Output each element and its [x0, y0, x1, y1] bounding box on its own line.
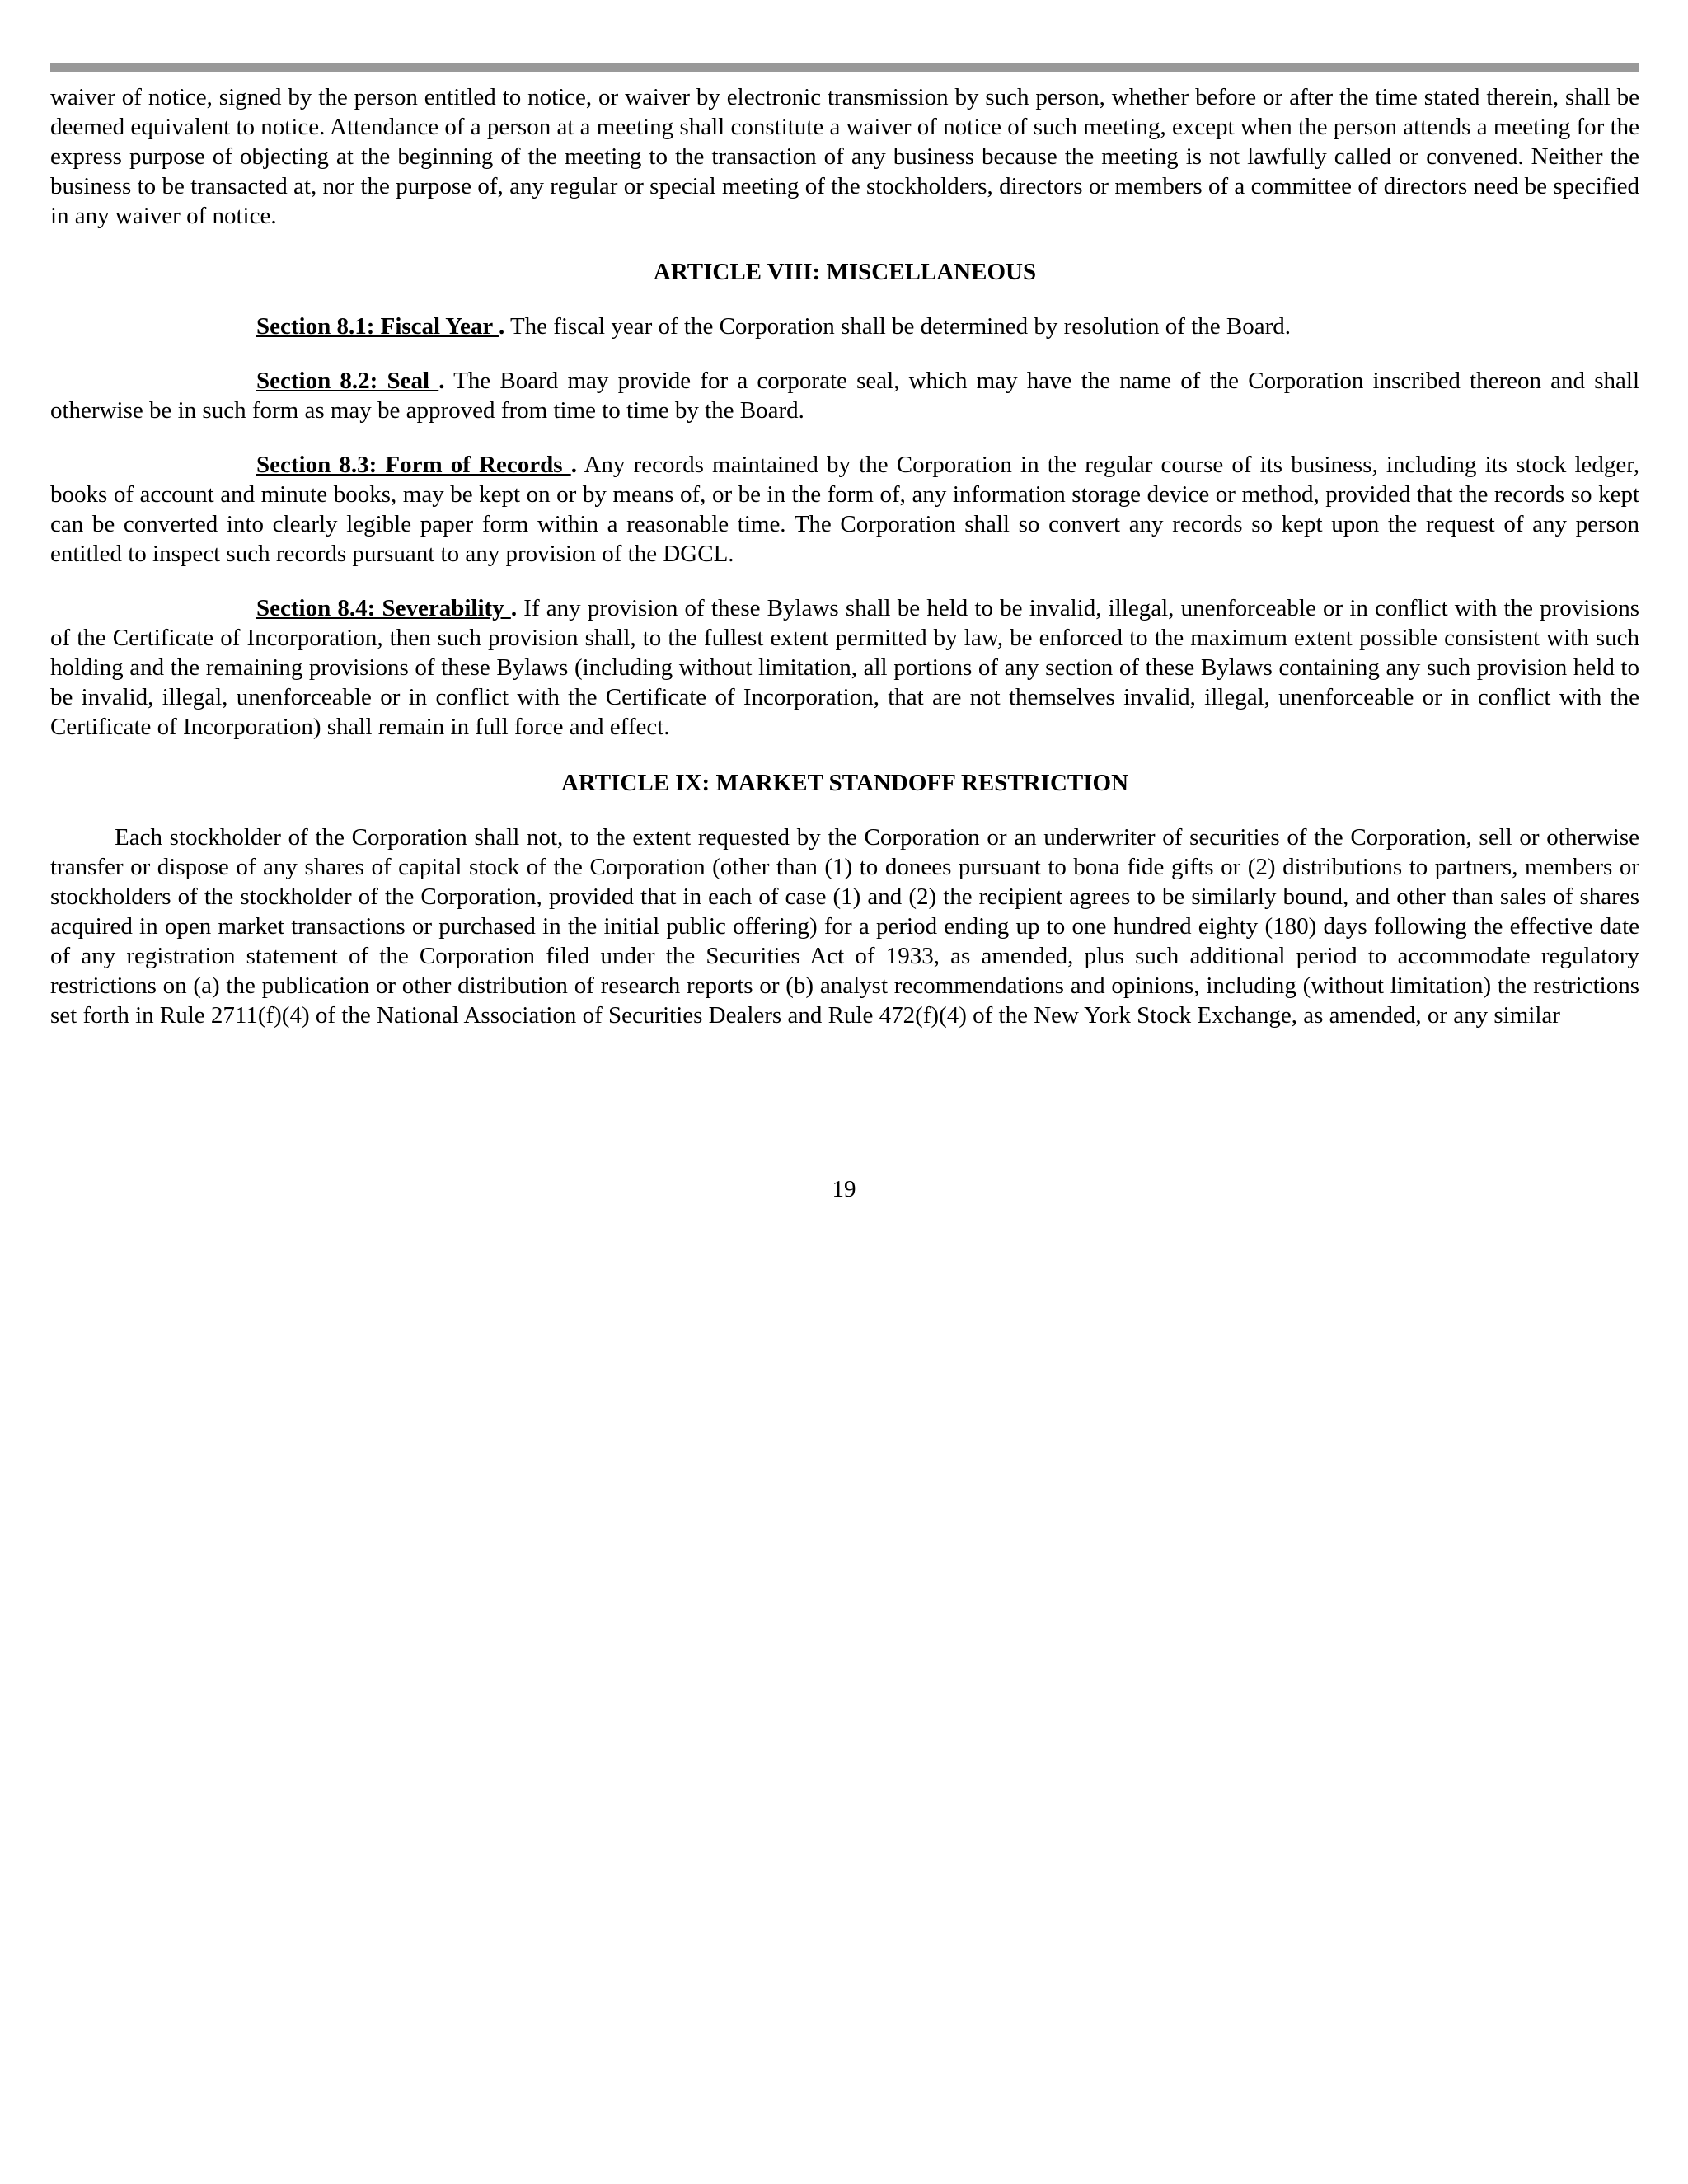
section-8-2-title: Section 8.2: Seal — [256, 368, 439, 394]
section-8-4 — [50, 593, 1639, 742]
article-9-paragraph: Each stockholder of the Corporation shall not, to the extent requested by the Corporation or an underwriter of securities of the Corporation, sell or otherwise transfer or dispose of any shares of capital stock of the Corporation (other than (1) to donees pursuant to bona fide gifts or (2) distributions to partners, members or stockholders of the stockholder of the Corporation, provided that in each of case (1) and (2) the recipient agrees to be similarly bound, and other than sales of shares acquired in open market transactions or purchased in the initial public offering) for a period ending up to one hundred eighty (180) days following the effective date of any registration statement of the Corporation filed under the Securities Act of 1933, as amended, plus such additional period to accommodate regulatory restrictions on (a) the publication or other distribution of research reports or (b) analyst recommendations and opinions, including (without limitation) the restrictions set forth in Rule 2711(f)(4) of the National Association of Securities Dealers and Rule 472(f)(4) of the New York Stock Exchange, as amended, or any similar — [50, 824, 1639, 1029]
section-8-1-body: The fiscal year of the Corporation shall be determined by resolution of the Board. — [504, 313, 1292, 340]
section-8-2-body: The Board may provide for a corporate seal, which may have the name of the Corporation inscribed thereon and shall otherwise be in such form as may be approved from time to time by the Board. — [50, 368, 1639, 424]
document-page — [50, 82, 1639, 1030]
section-8-2 — [50, 366, 1639, 425]
section-8-1-dot: . — [498, 313, 505, 340]
header-rule — [50, 63, 1639, 72]
article-8-heading: ARTICLE VIII: MISCELLANEOUS — [653, 259, 1037, 285]
page-number: 19 — [832, 1176, 856, 1202]
article-9-heading: ARTICLE IX: MARKET STANDOFF RESTRICTION — [560, 770, 1129, 796]
section-8-1 — [50, 312, 1639, 341]
section-8-3-title: Section 8.3: Form of Records — [256, 452, 571, 478]
section-8-3 — [50, 450, 1639, 569]
section-8-4-title: Section 8.4: Severability — [256, 595, 511, 621]
section-8-4-body: If any provision of these Bylaws shall be held to be invalid, illegal, unenforceable or in conflict with the provisions of the Certificate of Incorporation, then such provision shall, to the fullest extent permitted by law, be enforced to the maximum extent possible consistent with such holding and the remaining provisions of these Bylaws (including without limitation, all portions of any section of these Bylaws containing any such provision held to be invalid, illegal, unenforceable or in conflict with the Certificate of Incorporation, that are not themselves invalid, illegal, unenforceable or in conflict with the Certificate of Incorporation) shall remain in full force and effect. — [50, 595, 1639, 740]
section-8-3-dot: . — [570, 452, 577, 478]
section-8-4-dot: . — [510, 595, 518, 621]
section-8-1-title: Section 8.1: Fiscal Year — [256, 313, 499, 340]
section-8-3-body: Any records maintained by the Corporation in the regular course of its business, including its stock ledger, books of account and minute books, may be kept on or by means of, or be in the form of, any information storage device or method, provided that the records so kept can be converted into clearly legible paper form within a reasonable time. The Corporation shall so convert any records so kept upon the request of any person entitled to inspect such records pursuant to any provision of the DGCL. — [50, 452, 1640, 567]
intro-paragraph: waiver of notice, signed by the person entitled to notice, or waiver by electronic transmission by such person, whether before or after the time stated therein, shall be deemed equivalent to notice. Attendance of a person at a meeting shall constitute a waiver of notice of such meeting, except when the person attends a meeting for the express purpose of objecting at the beginning of the meeting to the transaction of any business because the meeting is not lawfully called or convened. Neither the business to be transacted at, nor the purpose of, any regular or special meeting of the stockholders, directors or members of a committee of directors need be specified in any waiver of notice. — [50, 84, 1639, 229]
section-8-2-dot: . — [438, 368, 445, 394]
